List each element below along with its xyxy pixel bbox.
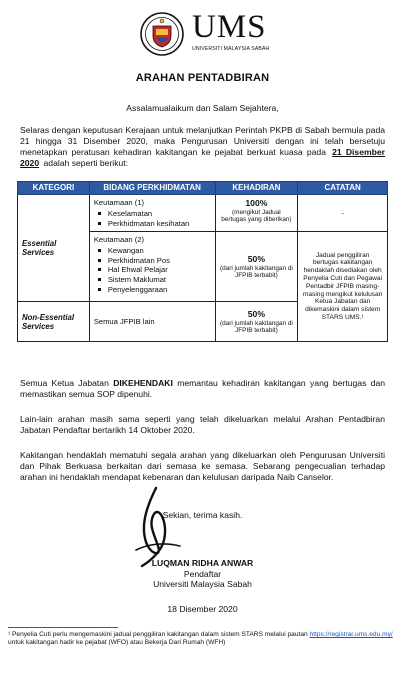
paragraph-heads-bold: DIKEHENDAKI xyxy=(113,378,173,388)
group-title: Keutamaan (1) xyxy=(93,198,145,207)
list-item: Sistem Maklumat xyxy=(94,275,211,285)
document-title: ARAHAN PENTADBIRAN xyxy=(135,72,270,84)
group-title: Keutamaan (2) xyxy=(93,235,145,245)
service-group-1 xyxy=(89,195,215,232)
signer-position: Pendaftar xyxy=(183,568,222,579)
list-item: Perkhidmatan kesihatan xyxy=(94,219,211,229)
paragraph-heads xyxy=(20,378,385,400)
category-non-essential: Non-Essential Services xyxy=(18,302,90,342)
logo-subtitle: UNIVERSITI MALAYSIA SABAH xyxy=(192,46,270,52)
university-logo xyxy=(140,10,290,58)
catatan-note: Jadual penggiliran bertugas kakitangan hendaklah disediakan oleh Penyelia Cuti dan Pegawai Pentadbir JFPIB masing-masing mengikut kelulusan Ketua Jabatan dan dikemaskini dalam sistem STARS UMS.¹ xyxy=(298,232,388,342)
registrar-link[interactable]: https://registrar.ums.edu.my/ xyxy=(309,631,393,638)
attendance-note: (mengikut Jadual bertugas yang diberikan) xyxy=(221,209,292,224)
header-kehadiran: KEHADIRAN xyxy=(215,182,298,195)
closing-line: Sekian, terima kasih. xyxy=(162,510,243,520)
list-item: Perkhidmatan Pos xyxy=(94,256,211,266)
header-bidang: BIDANG PERKHIDMATAN xyxy=(89,182,215,195)
paragraph-heads-prefix: Semua Ketua Jabatan xyxy=(20,378,109,388)
paragraph-intro-text: Selaras dengan keputusan Kerajaan untuk melanjutkan Perintah PKPB di Sabah bermula pada 21 hingga 31 Disember 2020, maka Pengurusan Universiti dengan ini telah bersetuju menetapkan peratusan kehadiran kakitangan ke pejabat berkuat kuasa pada xyxy=(20,125,385,157)
attendance-percent: 100% xyxy=(245,198,268,208)
header-kategori: KATEGORI xyxy=(18,182,90,195)
attendance-percent: 50% xyxy=(247,253,265,264)
greeting: Assalamualaikum dan Salam Sejahtera, xyxy=(126,103,279,113)
paragraph-heads-suffix: memantau kehadiran kakitangan yang bertugas dan memastikan semua SOP dipenuhi. xyxy=(20,378,386,399)
paragraph-other-instructions: Lain-lain arahan masih sama seperti yang telah dikeluarkan melalui Arahan Pentadbiran Jabatan Pendaftar bertarikh 14 Oktober 2020. xyxy=(20,414,385,435)
effective-date: 21 Disember 2020 xyxy=(20,147,386,168)
list-item: Penyelenggaraan xyxy=(94,285,211,295)
catatan-empty: - xyxy=(298,195,388,232)
attendance-group-1 xyxy=(215,195,298,232)
paragraph-compliance: Kakitangan hendaklah mematuhi segala arahan yang dikeluarkan oleh Pengurusan Universiti dan Pihak Berkuasa berkaitan dari semasa ke semasa. Sebarang pengecualian terhadap arahan ini hendaklah mendapat kebenaran dan kelulusan daripada Naib Canselor. xyxy=(20,450,385,482)
category-essential: Essential Services xyxy=(18,195,90,302)
attendance-other xyxy=(215,302,298,342)
attendance-percent: 50% xyxy=(247,308,265,319)
attendance-note: (dari jumlah kakitangan di JFPIB terbabit) xyxy=(219,264,293,280)
list-item: Kewangan xyxy=(94,246,211,256)
attendance-table xyxy=(17,181,388,342)
header-catatan: CATATAN xyxy=(298,182,388,195)
footnote-text-after: untuk kakitangan hadir ke pejabat (WFO) atau Bekerja Dari Rumah (WFH) xyxy=(8,639,226,647)
logo-wordmark: UMS xyxy=(192,9,267,45)
list-item: Hal Ehwal Pelajar xyxy=(94,265,211,275)
paragraph-intro xyxy=(20,125,385,169)
attendance-note: (dari jumlah kakitangan di JFPIB terbabit) xyxy=(219,319,293,335)
list-item: Keselamatan xyxy=(94,209,211,219)
footnote-text: ¹ Penyelia Cuti perlu mengemaskini jadual penggiliran kakitangan dalam sistem STARS melalui pautan xyxy=(8,631,308,638)
service-other: Semua JFPIB lain xyxy=(89,302,215,342)
table-row xyxy=(18,195,388,232)
footnote-divider xyxy=(8,627,118,628)
university-crest-icon xyxy=(140,12,184,56)
paragraph-intro-suffix: adalah seperti berikut: xyxy=(43,158,129,168)
signature-date: 18 Disember 2020 xyxy=(167,604,238,614)
signer-block xyxy=(0,558,405,590)
service-group-2 xyxy=(89,232,215,302)
attendance-group-2 xyxy=(215,232,298,302)
table-header-row xyxy=(18,182,388,195)
signer-institution: Universiti Malaysia Sabah xyxy=(153,579,252,589)
footnote xyxy=(8,631,396,648)
signer-name: LUQMAN RIDHA ANWAR xyxy=(151,558,254,568)
